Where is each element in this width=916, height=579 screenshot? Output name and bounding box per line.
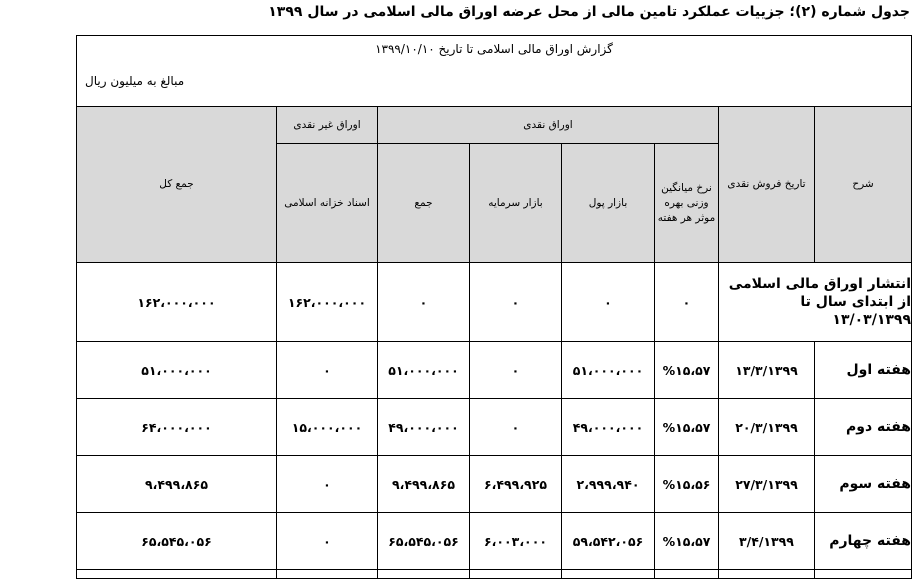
- row-grand-total: ۹،۴۹۹،۸۶۵: [77, 456, 277, 513]
- row-subtotal: ۰: [378, 263, 470, 342]
- row-treasury: ۰: [277, 513, 378, 570]
- row-description: هفته چهارم: [815, 513, 912, 570]
- row-treasury: ۱۵،۰۰۰،۰۰۰: [277, 399, 378, 456]
- row-grand-total: ۵۱،۰۰۰،۰۰۰: [77, 342, 277, 399]
- row-grand-total: ۶۴،۰۰۰،۰۰۰: [77, 399, 277, 456]
- securities-report-table: [76, 35, 912, 579]
- row-capital-market: ۰: [470, 342, 562, 399]
- row-grand-total: ۶۵،۵۴۵،۰۵۶: [77, 513, 277, 570]
- table-row: [77, 399, 912, 456]
- header-description: شرح: [815, 107, 912, 263]
- row-money-market: ۴۹،۰۰۰،۰۰۰: [562, 399, 655, 456]
- row-date: ۲۷/۳/۱۳۹۹: [719, 456, 815, 513]
- row-grand-total: ۱۶۲،۰۰۰،۰۰۰: [77, 263, 277, 342]
- row-subtotal: ۶۵،۵۴۵،۰۵۶: [378, 513, 470, 570]
- row-description: هفته اول: [815, 342, 912, 399]
- row-money-market: ۲،۹۹۹،۹۴۰: [562, 456, 655, 513]
- row-money-market: ۵۱،۰۰۰،۰۰۰: [562, 342, 655, 399]
- row-rate: %۱۵،۵۶: [655, 456, 719, 513]
- header-weighted-rate: نرخ میانگین وزنی بهره موثر هر هفته: [655, 144, 719, 263]
- table-row-cut: [77, 570, 912, 579]
- report-title-cell: [77, 36, 912, 107]
- row-date: ۱۳/۳/۱۳۹۹: [719, 342, 815, 399]
- row-date: ۲۰/۳/۱۳۹۹: [719, 399, 815, 456]
- amount-unit-note: مبالغ به میلیون ریال: [85, 74, 185, 88]
- header-subtotal: جمع: [378, 144, 470, 263]
- row-money-market: ۰: [562, 263, 655, 342]
- row-date: ۳/۴/۱۳۹۹: [719, 513, 815, 570]
- header-grand-total: جمع کل: [77, 107, 277, 263]
- row-treasury: ۰: [277, 456, 378, 513]
- header-treasury-bills: اسناد خزانه اسلامی: [277, 144, 378, 263]
- row-description: هفته سوم: [815, 456, 912, 513]
- row-rate: %۱۵،۵۷: [655, 342, 719, 399]
- row-rate: %۱۵،۵۷: [655, 513, 719, 570]
- report-title: گزارش اوراق مالی اسلامی تا تاریخ ۱۳۹۹/۱۰/۱۰: [375, 42, 613, 56]
- header-capital-market: بازار سرمایه: [470, 144, 562, 263]
- row-subtotal: ۹،۴۹۹،۸۶۵: [378, 456, 470, 513]
- table-row: [77, 456, 912, 513]
- row-capital-market: ۰: [470, 399, 562, 456]
- table-row: [77, 263, 912, 342]
- row-treasury: ۰: [277, 342, 378, 399]
- row-description: انتشار اوراق مالی اسلامی از ابتدای سال تا ۱۳/۰۳/۱۳۹۹: [719, 263, 912, 342]
- row-treasury: ۱۶۲،۰۰۰،۰۰۰: [277, 263, 378, 342]
- header-money-market: بازار پول: [562, 144, 655, 263]
- header-cash-securities: اوراق نقدی: [378, 107, 719, 144]
- header-cash-sale-date: تاریخ فروش نقدی: [719, 107, 815, 263]
- row-subtotal: ۴۹،۰۰۰،۰۰۰: [378, 399, 470, 456]
- row-capital-market: ۰: [470, 263, 562, 342]
- table-row: [77, 513, 912, 570]
- row-capital-market: ۶،۰۰۳،۰۰۰: [470, 513, 562, 570]
- table-row: [77, 342, 912, 399]
- row-subtotal: ۵۱،۰۰۰،۰۰۰: [378, 342, 470, 399]
- row-rate: ۰: [655, 263, 719, 342]
- row-description: هفته دوم: [815, 399, 912, 456]
- row-capital-market: ۶،۴۹۹،۹۲۵: [470, 456, 562, 513]
- row-money-market: ۵۹،۵۴۲،۰۵۶: [562, 513, 655, 570]
- row-rate: %۱۵،۵۷: [655, 399, 719, 456]
- header-non-cash-securities: اوراق غیر نقدی: [277, 107, 378, 144]
- table-caption: جدول شماره (۲)؛ جزییات عملکرد تامین مالی از محل عرضه اوراق مالی اسلامی در سال ۱۳۹۹: [268, 4, 910, 20]
